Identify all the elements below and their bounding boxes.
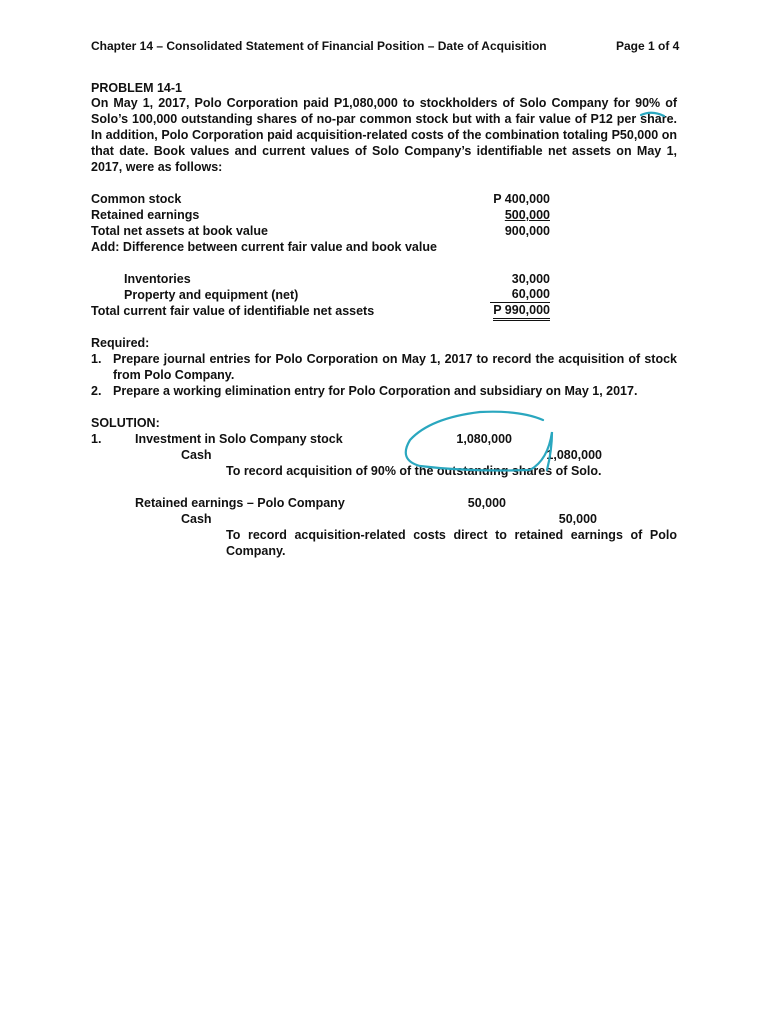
solution-num: 1. — [91, 432, 102, 446]
entry2-memo: To record acquisition-related costs direct to retained earnings of Polo Company. — [226, 528, 677, 558]
entry1-memo: To record acquisition of 90% of the outstanding shares of Solo. — [226, 464, 602, 478]
entry2-debit-account: Retained earnings – Polo Company — [135, 496, 345, 510]
row-total-fair-value: P 990,000 — [493, 303, 550, 321]
required-item-2-text: Prepare a working elimination entry for Polo Corporation and subsidiary on May 1, 2017. — [113, 384, 638, 398]
row-retained-label: Retained earnings — [91, 208, 200, 222]
row-ppe-label: Property and equipment (net) — [124, 288, 299, 302]
required-item-1-num: 1. — [91, 352, 102, 366]
row-retained-value: 500,000 — [504, 208, 550, 222]
row-inventories-value: 30,000 — [511, 272, 550, 286]
entry1-debit-account: Investment in Solo Company stock — [135, 432, 343, 446]
entry2-debit-amount: 50,000 — [467, 496, 506, 510]
page-header-title: Chapter 14 – Consolidated Statement of Financial Position – Date of Acquisition — [91, 39, 547, 53]
row-common-stock-value: P 400,000 — [493, 192, 550, 206]
entry1-credit-amount: 1,080,000 — [546, 448, 602, 462]
entry1-credit-account: Cash — [181, 448, 212, 462]
row-total-book-label: Total net assets at book value — [91, 224, 268, 238]
row-inventories-label: Inventories — [124, 272, 191, 286]
row-common-stock-label: Common stock — [91, 192, 182, 206]
problem-heading: PROBLEM 14-1 — [91, 81, 182, 95]
solution-heading: SOLUTION: — [91, 416, 160, 430]
row-total-fair-label: Total current fair value of identifiable net assets — [91, 304, 375, 318]
page-number: Page 1 of 4 — [616, 39, 680, 53]
entry2-credit-amount: 50,000 — [558, 512, 597, 526]
required-item-1-text: Prepare journal entries for Polo Corporation on May 1, 2017 to record the acquisition of stock from Polo Company. — [113, 352, 677, 382]
row-ppe-value: 60,000 — [490, 287, 550, 303]
required-heading: Required: — [91, 336, 150, 350]
entry1-debit-amount: 1,080,000 — [456, 432, 512, 446]
required-item-2-num: 2. — [91, 384, 102, 398]
entry2-credit-account: Cash — [181, 512, 212, 526]
row-add-label: Add: Difference between current fair value and book value — [91, 240, 437, 254]
row-total-book-value: 900,000 — [504, 224, 550, 238]
problem-text: On May 1, 2017, Polo Corporation paid P1,080,000 to stockholders of Solo Company for 90% of Solo’s 100,000 outstanding shares of no-par common stock but with a fair value of P12 per share. In addition, Polo Corporation paid acquisition-related costs of the combination totaling P50,000 on that date. Book values and current values of Solo Company’s identifiable net assets on May 1, 2017, were as follows: — [91, 96, 677, 174]
